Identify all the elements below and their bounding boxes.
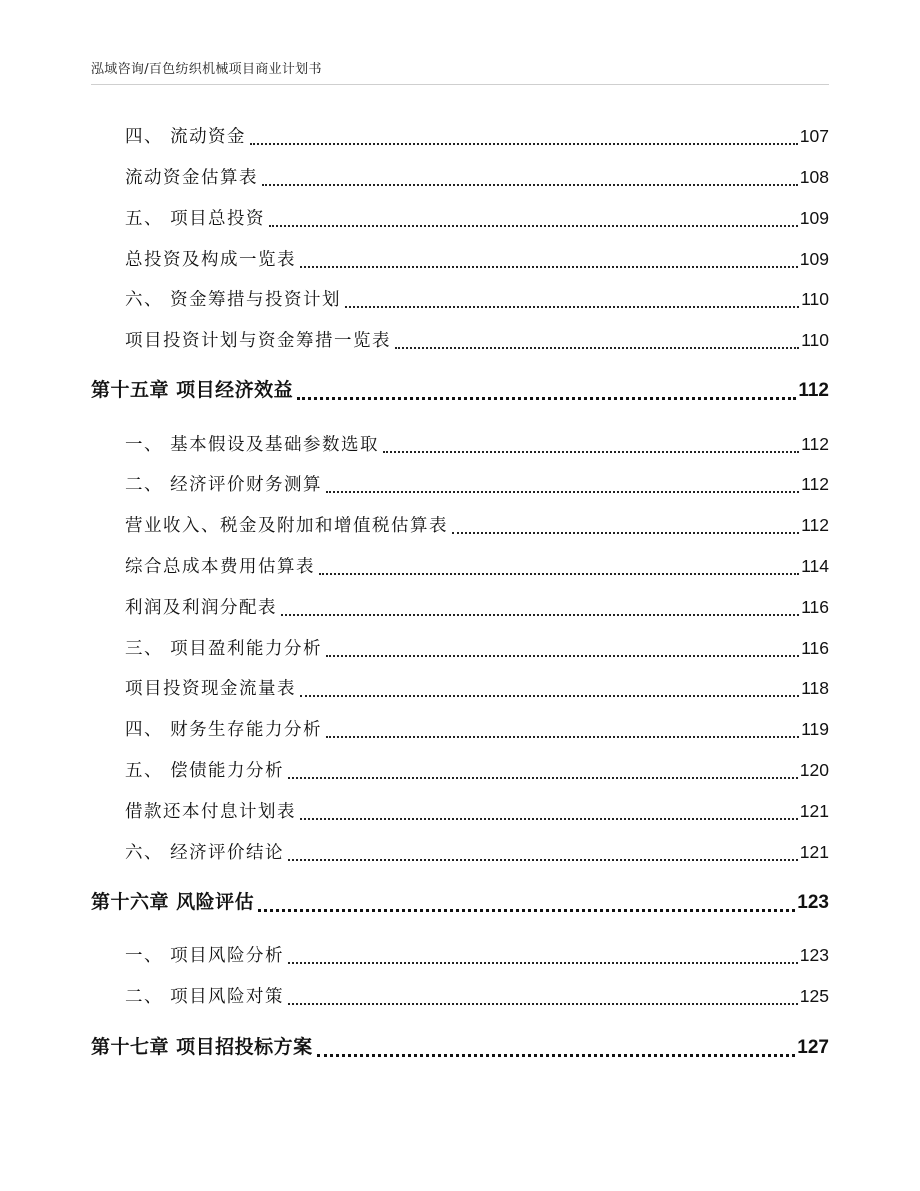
toc-entry-label: 二、 项目风险对策 [125,987,285,1007]
toc-leader-dots [269,212,798,232]
toc-entry-page: 109 [799,249,829,269]
toc-entry-page: 112 [801,434,829,454]
toc-entry[interactable] [125,838,829,866]
toc-leader-dots [297,384,796,404]
toc-leader-dots [345,293,799,313]
toc-leader-dots [300,682,799,702]
toc-entry-page: 112 [801,474,829,494]
toc-leader-dots [452,519,799,539]
toc-entry-label: 综合总成本费用估算表 [125,557,315,577]
toc-leader-dots [395,334,799,354]
toc-leader-dots [288,990,798,1010]
toc-chapter-label: 第十七章 项目招投标方案 [91,1036,313,1058]
toc-chapter-entry[interactable] [91,376,829,404]
toc-leader-dots [262,171,798,191]
toc-entry-label: 四、 财务生存能力分析 [125,720,323,740]
running-header: 泓域咨询/百色纺织机械项目商业计划书 [91,62,322,77]
toc-leader-dots [326,723,799,743]
toc-entry-label: 六、 资金筹措与投资计划 [125,290,342,310]
toc-entry-label: 一、 项目风险分析 [125,946,285,966]
toc-entry-label: 项目投资现金流量表 [125,679,296,699]
toc-leader-dots [300,253,798,273]
toc-entry-page: 112 [801,515,829,535]
toc-entry[interactable] [125,470,829,498]
toc-entry-page: 121 [799,842,829,862]
toc-entry-label: 项目投资计划与资金筹措一览表 [125,331,391,351]
toc-entry[interactable] [125,715,829,743]
toc-entry-page: 119 [801,719,829,739]
toc-leader-dots [288,764,798,784]
toc-chapter-page: 112 [798,380,829,401]
toc-chapter-entry[interactable] [91,888,829,916]
toc-entry-page: 108 [799,167,829,187]
toc-chapter-label: 第十五章 项目经济效益 [91,379,294,401]
toc-leader-dots [383,438,799,458]
toc-entry-label: 借款还本付息计划表 [125,802,296,822]
toc-leader-dots [281,601,799,621]
toc-leader-dots [288,949,798,969]
toc-leader-dots [258,896,795,916]
toc-chapter-entry[interactable] [91,1033,829,1061]
toc-entry[interactable] [125,756,829,784]
toc-entry[interactable] [125,245,829,273]
toc-entry[interactable] [125,674,829,702]
toc-entry[interactable] [125,511,829,539]
toc-leader-dots [326,642,799,662]
toc-entry-page: 116 [801,638,829,658]
toc-entry-label: 一、 基本假设及基础参数选取 [125,435,380,455]
toc-entry-page: 121 [799,801,829,821]
toc-chapter-label: 第十六章 风险评估 [91,891,255,913]
toc-entry-label: 利润及利润分配表 [125,598,277,618]
toc-entry[interactable] [125,941,829,969]
toc-entry-label: 二、 经济评价财务测算 [125,475,323,495]
toc-entry[interactable] [125,797,829,825]
toc-entry-page: 120 [799,760,829,780]
toc-entry[interactable] [125,122,829,150]
toc-entry-page: 118 [801,678,829,698]
toc-entry-page: 110 [801,289,829,309]
toc-entry-label: 四、 流动资金 [125,127,247,147]
toc-leader-dots [300,805,798,825]
toc-entry-label: 营业收入、税金及附加和增值税估算表 [125,516,448,536]
toc-leader-dots [326,478,799,498]
toc-entry[interactable] [125,285,829,313]
toc-entry[interactable] [125,552,829,580]
toc-entry-label: 六、 经济评价结论 [125,843,285,863]
toc-entry[interactable] [125,326,829,354]
toc-leader-dots [250,130,798,150]
toc-entry[interactable] [125,204,829,232]
toc-entry[interactable] [125,593,829,621]
toc-entry-page: 110 [801,330,829,350]
toc-entry-page: 109 [799,208,829,228]
toc-leader-dots [319,560,799,580]
toc-entry-page: 114 [801,556,829,576]
toc-entry[interactable] [125,163,829,191]
toc-entry[interactable] [125,982,829,1010]
toc-entry[interactable] [125,430,829,458]
toc-entry-page: 107 [799,126,829,146]
toc-leader-dots [288,846,798,866]
toc-entry-label: 总投资及构成一览表 [125,250,296,270]
toc-chapter-page: 123 [797,892,829,913]
toc-entry-page: 125 [799,986,829,1006]
toc-entry[interactable] [125,634,829,662]
toc-entry-label: 五、 偿债能力分析 [125,761,285,781]
toc-entry-label: 三、 项目盈利能力分析 [125,639,323,659]
toc-entry-page: 116 [801,597,829,617]
toc-entry-page: 123 [799,945,829,965]
toc-entry-label: 流动资金估算表 [125,168,258,188]
toc-leader-dots [317,1041,796,1061]
toc-chapter-page: 127 [797,1037,829,1058]
toc-entry-label: 五、 项目总投资 [125,209,266,229]
